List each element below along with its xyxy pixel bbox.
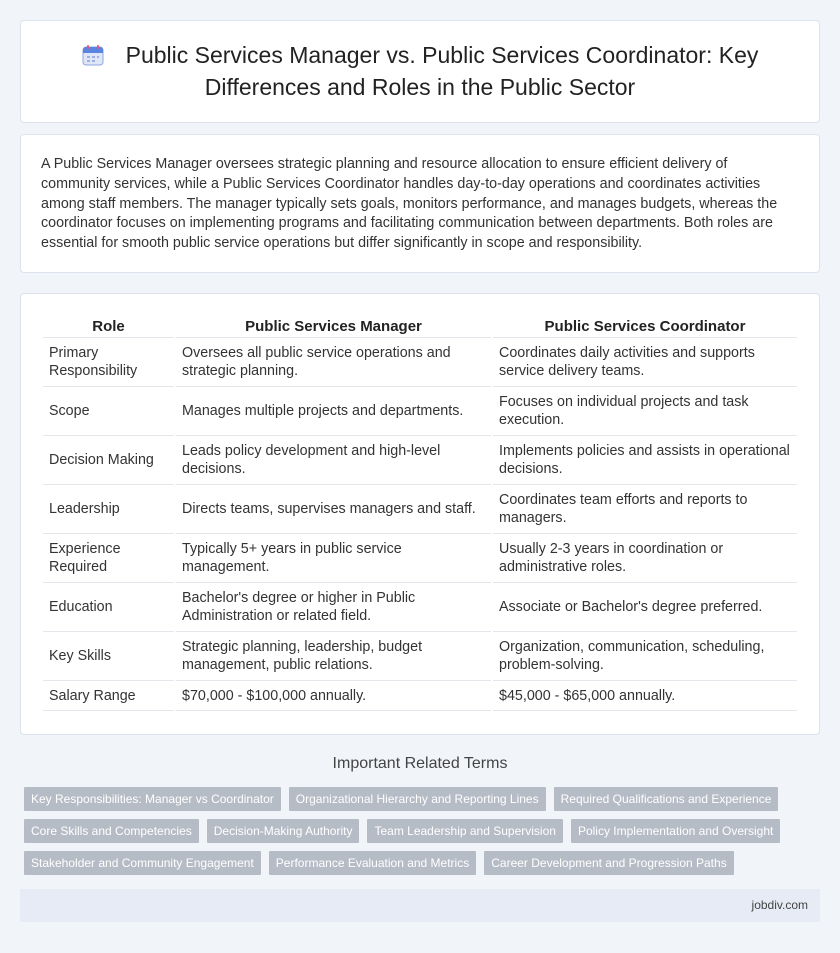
coordinator-cell: $45,000 - $65,000 annually. <box>493 681 797 711</box>
footer-site-link[interactable]: jobdiv.com <box>751 898 808 912</box>
manager-cell: $70,000 - $100,000 annually. <box>176 681 491 711</box>
row-label: Primary Responsibility <box>43 338 174 387</box>
related-term-tag[interactable]: Performance Evaluation and Metrics <box>269 851 476 875</box>
coordinator-cell: Implements policies and assists in operational decisions. <box>493 436 797 485</box>
table-row <box>43 681 797 711</box>
related-term-tag[interactable]: Organizational Hierarchy and Reporting Lines <box>289 787 546 811</box>
manager-cell: Typically 5+ years in public service management. <box>176 534 491 583</box>
header-coordinator: Public Services Coordinator <box>493 316 797 338</box>
related-term-tag[interactable]: Required Qualifications and Experience <box>554 787 779 811</box>
header-card <box>20 20 820 123</box>
comparison-card <box>20 293 820 735</box>
related-terms-title: Important Related Terms <box>332 755 508 772</box>
manager-cell: Directs teams, supervises managers and staff. <box>176 485 491 534</box>
coordinator-cell: Associate or Bachelor's degree preferred. <box>493 583 797 632</box>
manager-cell: Leads policy development and high-level decisions. <box>176 436 491 485</box>
title-line-2: Differences and Roles in the Public Sector <box>204 74 636 100</box>
related-term-tag[interactable]: Core Skills and Competencies <box>24 819 199 843</box>
table-header-row <box>43 316 797 338</box>
header-role: Role <box>43 316 174 338</box>
manager-cell: Oversees all public service operations and strategic planning. <box>176 338 491 387</box>
intro-text: A Public Services Manager oversees strategic planning and resource allocation to ensure efficient delivery of community services, while a Public Services Coordinator handles day-to-day operations and coordinates activities among staff members. The manager typically sets goals, monitors performance, and manages budgets, whereas the coordinator focuses on implementing programs and facilitating communication between departments. Both roles are essential for smooth public service operations but differ significantly in scope and responsibility. <box>41 156 778 252</box>
related-terms-list <box>20 787 820 875</box>
header-manager: Public Services Manager <box>176 316 491 338</box>
page-title <box>82 41 759 102</box>
intro-card <box>20 134 820 273</box>
coordinator-cell: Organization, communication, scheduling, problem-solving. <box>493 632 797 681</box>
related-term-tag[interactable]: Key Responsibilities: Manager vs Coordinator <box>24 787 281 811</box>
table-row <box>43 632 797 681</box>
table-row <box>43 485 797 534</box>
row-label: Leadership <box>43 485 174 534</box>
related-term-tag[interactable]: Decision-Making Authority <box>207 819 360 843</box>
coordinator-cell: Coordinates daily activities and supports service delivery teams. <box>493 338 797 387</box>
related-term-tag[interactable]: Stakeholder and Community Engagement <box>24 851 261 875</box>
table-row <box>43 387 797 436</box>
coordinator-cell: Coordinates team efforts and reports to managers. <box>493 485 797 534</box>
related-term-tag[interactable]: Career Development and Progression Paths <box>484 851 733 875</box>
row-label: Salary Range <box>43 681 174 711</box>
table-row <box>43 338 797 387</box>
coordinator-cell: Focuses on individual projects and task execution. <box>493 387 797 436</box>
row-label: Experience Required <box>43 534 174 583</box>
coordinator-cell: Usually 2-3 years in coordination or administrative roles. <box>493 534 797 583</box>
row-label: Scope <box>43 387 174 436</box>
row-label: Key Skills <box>43 632 174 681</box>
title-line-1: Public Services Manager vs. Public Services Coordinator: Key <box>125 42 759 68</box>
manager-cell: Bachelor's degree or higher in Public Administration or related field. <box>176 583 491 632</box>
row-label: Education <box>43 583 174 632</box>
manager-cell: Manages multiple projects and departments. <box>176 387 491 436</box>
footer <box>20 889 820 922</box>
calendar-icon <box>82 44 104 73</box>
table-row <box>43 583 797 632</box>
comparison-table <box>41 316 799 711</box>
table-row <box>43 534 797 583</box>
related-term-tag[interactable]: Team Leadership and Supervision <box>367 819 562 843</box>
table-row <box>43 436 797 485</box>
related-term-tag[interactable]: Policy Implementation and Oversight <box>571 819 780 843</box>
row-label: Decision Making <box>43 436 174 485</box>
manager-cell: Strategic planning, leadership, budget management, public relations. <box>176 632 491 681</box>
